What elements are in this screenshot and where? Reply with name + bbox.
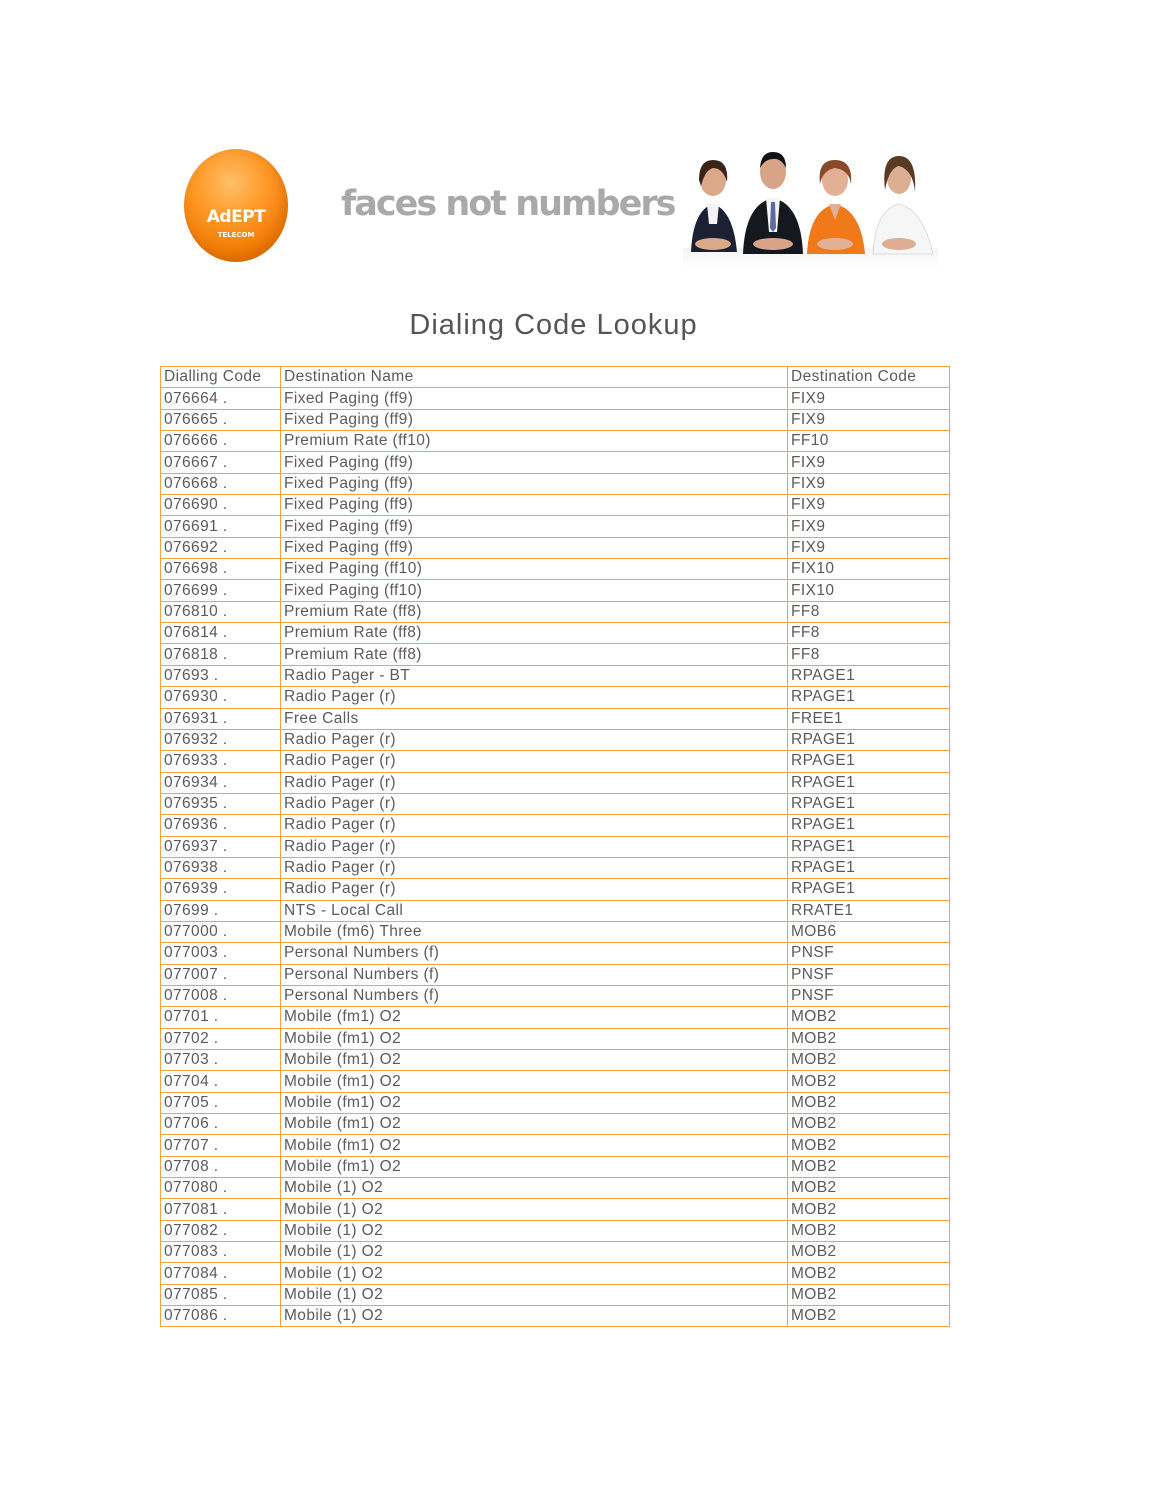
destination-name-cell: Personal Numbers (f) xyxy=(281,943,788,964)
destination-name-cell: Radio Pager (r) xyxy=(281,815,788,836)
table-row xyxy=(161,985,950,1006)
dialling-code-cell: 07706 . xyxy=(161,1114,281,1135)
dialling-code-cell: 076810 . xyxy=(161,601,281,622)
destination-code-cell: FF8 xyxy=(788,644,950,665)
dialling-code-cell: 077000 . xyxy=(161,921,281,942)
table-row xyxy=(161,409,950,430)
table-row xyxy=(161,623,950,644)
table-row xyxy=(161,964,950,985)
destination-code-cell: FIX9 xyxy=(788,452,950,473)
destination-name-cell: Fixed Paging (ff9) xyxy=(281,452,788,473)
destination-code-cell: MOB2 xyxy=(788,1284,950,1305)
destination-name-cell: Mobile (fm1) O2 xyxy=(281,1114,788,1135)
dialling-code-cell: 077084 . xyxy=(161,1263,281,1284)
table-row xyxy=(161,580,950,601)
destination-name-cell: Fixed Paging (ff9) xyxy=(281,473,788,494)
table-row xyxy=(161,1220,950,1241)
table-row xyxy=(161,815,950,836)
destination-code-cell: FF8 xyxy=(788,623,950,644)
dialling-code-cell: 077008 . xyxy=(161,985,281,1006)
adept-telecom-logo xyxy=(184,149,288,262)
destination-name-cell: Mobile (1) O2 xyxy=(281,1220,788,1241)
destination-code-cell: FIX10 xyxy=(788,580,950,601)
destination-name-cell: Mobile (fm6) Three xyxy=(281,921,788,942)
table-row xyxy=(161,1284,950,1305)
table-row xyxy=(161,1263,950,1284)
destination-name-cell: Fixed Paging (ff9) xyxy=(281,537,788,558)
destination-name-cell: Mobile (fm1) O2 xyxy=(281,1050,788,1071)
destination-name-cell: Mobile (1) O2 xyxy=(281,1284,788,1305)
logo-text: AdEPT xyxy=(206,207,266,227)
table-row xyxy=(161,1156,950,1177)
dialling-code-cell: 076698 . xyxy=(161,559,281,580)
destination-code-cell: PNSF xyxy=(788,964,950,985)
table-row xyxy=(161,1071,950,1092)
table-row xyxy=(161,857,950,878)
dialling-code-cell: 076930 . xyxy=(161,687,281,708)
dialling-code-cell: 07705 . xyxy=(161,1092,281,1113)
destination-name-cell: Fixed Paging (ff10) xyxy=(281,580,788,601)
destination-code-cell: MOB2 xyxy=(788,1114,950,1135)
destination-name-cell: Radio Pager (r) xyxy=(281,751,788,772)
dialling-code-cell: 07703 . xyxy=(161,1050,281,1071)
dialling-code-cell: 076699 . xyxy=(161,580,281,601)
table-row xyxy=(161,1135,950,1156)
dialling-code-cell: 076933 . xyxy=(161,751,281,772)
table-row xyxy=(161,1007,950,1028)
destination-name-cell: Fixed Paging (ff9) xyxy=(281,495,788,516)
dialling-code-cell: 076936 . xyxy=(161,815,281,836)
business-people-photo xyxy=(683,140,938,270)
dialing-code-table xyxy=(160,366,950,1327)
dialling-code-cell: 076938 . xyxy=(161,857,281,878)
dialling-code-cell: 076934 . xyxy=(161,772,281,793)
destination-code-cell: RPAGE1 xyxy=(788,751,950,772)
dialling-code-cell: 07699 . xyxy=(161,900,281,921)
destination-code-cell: MOB2 xyxy=(788,1092,950,1113)
dialling-code-cell: 077081 . xyxy=(161,1199,281,1220)
column-header-destination-name: Destination Name xyxy=(281,367,788,388)
table-row xyxy=(161,431,950,452)
table-row xyxy=(161,473,950,494)
destination-name-cell: Radio Pager (r) xyxy=(281,687,788,708)
table-row xyxy=(161,1199,950,1220)
destination-code-cell: MOB2 xyxy=(788,1178,950,1199)
destination-code-cell: RPAGE1 xyxy=(788,836,950,857)
dialling-code-cell: 076932 . xyxy=(161,729,281,750)
table-row xyxy=(161,1114,950,1135)
destination-code-cell: MOB2 xyxy=(788,1306,950,1327)
dialling-code-cell: 077085 . xyxy=(161,1284,281,1305)
column-header-dialling-code: Dialling Code xyxy=(161,367,281,388)
destination-name-cell: Premium Rate (ff8) xyxy=(281,644,788,665)
table-header-row xyxy=(161,367,950,388)
table-row xyxy=(161,836,950,857)
destination-code-cell: MOB2 xyxy=(788,1199,950,1220)
table-row xyxy=(161,1242,950,1263)
dialling-code-cell: 077083 . xyxy=(161,1242,281,1263)
table-row xyxy=(161,388,950,409)
destination-code-cell: MOB2 xyxy=(788,1028,950,1049)
destination-code-cell: FIX9 xyxy=(788,516,950,537)
person-icon xyxy=(743,152,803,254)
destination-name-cell: Personal Numbers (f) xyxy=(281,985,788,1006)
table-row xyxy=(161,495,950,516)
table-row xyxy=(161,665,950,686)
destination-name-cell: Fixed Paging (ff9) xyxy=(281,388,788,409)
dialling-code-cell: 07708 . xyxy=(161,1156,281,1177)
destination-code-cell: FIX9 xyxy=(788,537,950,558)
person-icon xyxy=(873,156,933,254)
dialling-code-cell: 076931 . xyxy=(161,708,281,729)
destination-code-cell: RPAGE1 xyxy=(788,879,950,900)
destination-code-cell: RPAGE1 xyxy=(788,687,950,708)
destination-name-cell: Mobile (fm1) O2 xyxy=(281,1071,788,1092)
destination-code-cell: MOB2 xyxy=(788,1071,950,1092)
table-row xyxy=(161,537,950,558)
table-row xyxy=(161,601,950,622)
table-row xyxy=(161,751,950,772)
table-row xyxy=(161,1050,950,1071)
destination-code-cell: RPAGE1 xyxy=(788,793,950,814)
dialling-code-cell: 076668 . xyxy=(161,473,281,494)
dialling-code-cell: 077086 . xyxy=(161,1306,281,1327)
dialling-code-cell: 076691 . xyxy=(161,516,281,537)
destination-code-cell: PNSF xyxy=(788,943,950,964)
dialling-code-cell: 076937 . xyxy=(161,836,281,857)
destination-code-cell: MOB2 xyxy=(788,1135,950,1156)
destination-code-cell: FIX9 xyxy=(788,495,950,516)
destination-name-cell: Radio Pager (r) xyxy=(281,836,788,857)
destination-code-cell: FIX9 xyxy=(788,473,950,494)
destination-name-cell: Radio Pager (r) xyxy=(281,729,788,750)
destination-name-cell: Mobile (fm1) O2 xyxy=(281,1028,788,1049)
destination-name-cell: Radio Pager (r) xyxy=(281,879,788,900)
destination-code-cell: RPAGE1 xyxy=(788,665,950,686)
table-body xyxy=(161,367,950,1327)
destination-code-cell: MOB2 xyxy=(788,1263,950,1284)
destination-name-cell: Fixed Paging (ff10) xyxy=(281,559,788,580)
table-row xyxy=(161,1092,950,1113)
table-row xyxy=(161,1028,950,1049)
destination-name-cell: Mobile (1) O2 xyxy=(281,1306,788,1327)
dialling-code-cell: 07702 . xyxy=(161,1028,281,1049)
logo-subtext: TELECOM xyxy=(217,231,255,239)
page-title: Dialing Code Lookup xyxy=(409,309,698,341)
tagline: faces not numbers xyxy=(341,184,675,224)
dialling-code-cell: 077007 . xyxy=(161,964,281,985)
dialling-code-cell: 07704 . xyxy=(161,1071,281,1092)
dialling-code-cell: 076666 . xyxy=(161,431,281,452)
destination-name-cell: Mobile (fm1) O2 xyxy=(281,1135,788,1156)
destination-name-cell: Mobile (fm1) O2 xyxy=(281,1007,788,1028)
table-row xyxy=(161,772,950,793)
destination-code-cell: MOB2 xyxy=(788,1220,950,1241)
person-icon xyxy=(807,160,865,254)
dialling-code-cell: 076935 . xyxy=(161,793,281,814)
destination-name-cell: Premium Rate (ff8) xyxy=(281,601,788,622)
dialling-code-cell: 076665 . xyxy=(161,409,281,430)
dialling-code-cell: 07693 . xyxy=(161,665,281,686)
table-row xyxy=(161,687,950,708)
table-row xyxy=(161,921,950,942)
column-header-destination-code: Destination Code xyxy=(788,367,950,388)
dialling-code-cell: 076690 . xyxy=(161,495,281,516)
table-row xyxy=(161,879,950,900)
table-row xyxy=(161,793,950,814)
destination-name-cell: NTS - Local Call xyxy=(281,900,788,921)
table-row xyxy=(161,1178,950,1199)
destination-name-cell: Mobile (1) O2 xyxy=(281,1199,788,1220)
table-row xyxy=(161,644,950,665)
table-row xyxy=(161,1306,950,1327)
destination-code-cell: MOB6 xyxy=(788,921,950,942)
destination-code-cell: FF10 xyxy=(788,431,950,452)
dialling-code-cell: 077082 . xyxy=(161,1220,281,1241)
table-row xyxy=(161,900,950,921)
dialling-code-cell: 076814 . xyxy=(161,623,281,644)
destination-name-cell: Mobile (1) O2 xyxy=(281,1242,788,1263)
dialling-code-cell: 076664 . xyxy=(161,388,281,409)
destination-code-cell: FREE1 xyxy=(788,708,950,729)
dialling-code-cell: 07701 . xyxy=(161,1007,281,1028)
table-row xyxy=(161,452,950,473)
destination-code-cell: FIX9 xyxy=(788,388,950,409)
destination-name-cell: Free Calls xyxy=(281,708,788,729)
destination-name-cell: Premium Rate (ff8) xyxy=(281,623,788,644)
destination-name-cell: Mobile (1) O2 xyxy=(281,1263,788,1284)
destination-code-cell: RPAGE1 xyxy=(788,772,950,793)
destination-name-cell: Radio Pager (r) xyxy=(281,772,788,793)
dialling-code-cell: 07707 . xyxy=(161,1135,281,1156)
destination-name-cell: Mobile (fm1) O2 xyxy=(281,1092,788,1113)
destination-name-cell: Fixed Paging (ff9) xyxy=(281,409,788,430)
page-header xyxy=(0,0,1159,290)
destination-name-cell: Radio Pager - BT xyxy=(281,665,788,686)
destination-code-cell: FF8 xyxy=(788,601,950,622)
table-row xyxy=(161,729,950,750)
dialling-code-cell: 077080 . xyxy=(161,1178,281,1199)
table-row xyxy=(161,516,950,537)
dialling-code-cell: 076667 . xyxy=(161,452,281,473)
destination-name-cell: Radio Pager (r) xyxy=(281,793,788,814)
person-icon xyxy=(691,160,737,252)
destination-code-cell: RPAGE1 xyxy=(788,729,950,750)
destination-code-cell: FIX9 xyxy=(788,409,950,430)
table-row xyxy=(161,943,950,964)
destination-name-cell: Radio Pager (r) xyxy=(281,857,788,878)
destination-code-cell: RPAGE1 xyxy=(788,857,950,878)
dialling-code-cell: 076818 . xyxy=(161,644,281,665)
destination-name-cell: Fixed Paging (ff9) xyxy=(281,516,788,537)
destination-code-cell: MOB2 xyxy=(788,1242,950,1263)
destination-code-cell: RPAGE1 xyxy=(788,815,950,836)
dialling-code-cell: 077003 . xyxy=(161,943,281,964)
destination-code-cell: MOB2 xyxy=(788,1156,950,1177)
table-row xyxy=(161,708,950,729)
destination-name-cell: Personal Numbers (f) xyxy=(281,964,788,985)
destination-name-cell: Mobile (1) O2 xyxy=(281,1178,788,1199)
destination-code-cell: FIX10 xyxy=(788,559,950,580)
table-row xyxy=(161,559,950,580)
destination-code-cell: MOB2 xyxy=(788,1050,950,1071)
destination-name-cell: Mobile (fm1) O2 xyxy=(281,1156,788,1177)
destination-name-cell: Premium Rate (ff10) xyxy=(281,431,788,452)
dialling-code-cell: 076939 . xyxy=(161,879,281,900)
destination-code-cell: MOB2 xyxy=(788,1007,950,1028)
dialling-code-cell: 076692 . xyxy=(161,537,281,558)
destination-code-cell: PNSF xyxy=(788,985,950,1006)
destination-code-cell: RRATE1 xyxy=(788,900,950,921)
